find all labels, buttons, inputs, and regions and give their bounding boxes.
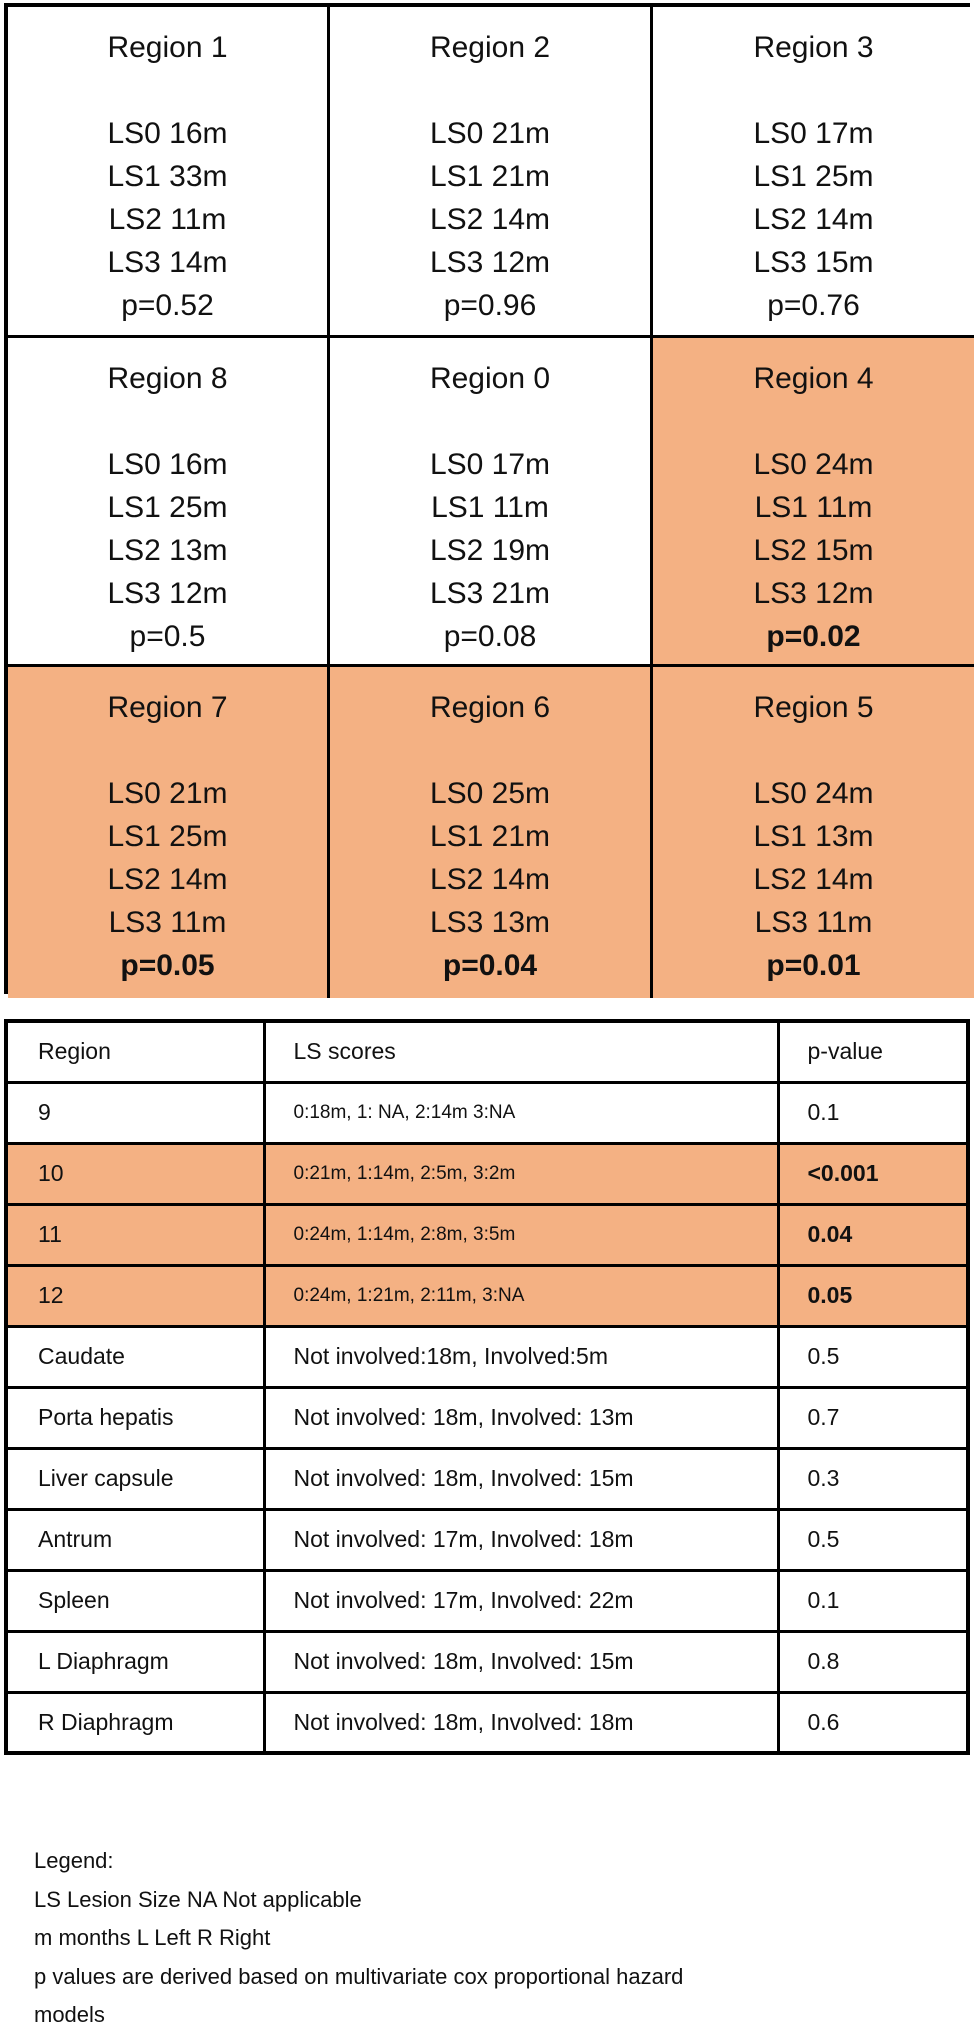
ls-value: LS1 33m [107,160,228,193]
ls-value: LS3 11m [754,906,873,939]
legend-line: m months L Left R Right [34,1925,271,1950]
table-row [6,1448,968,1509]
region-table [4,1019,970,1755]
cell-scores: Not involved: 18m, Involved: 15m [264,1631,778,1692]
table-row [6,1692,968,1753]
p-value: p=0.96 [443,289,537,322]
cell-p: 0.04 [778,1204,968,1265]
ls-value: LS1 25m [107,491,228,524]
p-value: p=0.05 [120,949,215,982]
cell-p: 0.8 [778,1631,968,1692]
region-title: Region 1 [107,31,228,64]
p-value: p=0.01 [766,949,861,982]
cell-p: 0.05 [778,1265,968,1326]
region-cell [653,7,974,338]
table-row [6,1570,968,1631]
region-cell [8,338,330,667]
region-cell [330,7,653,338]
cell-scores: 0:21m, 1:14m, 2:5m, 3:2m [264,1143,778,1204]
region-title: Region 6 [429,691,551,724]
cell-p: 0.7 [778,1387,968,1448]
legend-title: Legend: [34,1848,114,1873]
region-cell-significant [330,667,653,998]
ls-value: LS1 25m [107,820,228,853]
cell-region: 11 [6,1204,264,1265]
region-cell-significant [653,338,974,667]
cell-region: Spleen [6,1570,264,1631]
cell-scores: Not involved: 18m, Involved: 13m [264,1387,778,1448]
ls-value: LS1 11m [431,491,549,524]
region-cell [8,7,330,338]
legend-line: models [34,2002,105,2027]
header-region: Region [6,1021,264,1082]
table-row [6,1326,968,1387]
ls-value: LS1 13m [753,820,874,853]
cell-p: 0.1 [778,1570,968,1631]
cell-region: 10 [6,1143,264,1204]
ls-value: LS2 14m [753,863,874,896]
header-p-value: p-value [778,1021,968,1082]
cell-region: Porta hepatis [6,1387,264,1448]
cell-scores: Not involved: 17m, Involved: 18m [264,1509,778,1570]
cell-p: 0.1 [778,1082,968,1143]
p-value: p=0.52 [121,289,214,322]
region-title: Region 3 [753,31,874,64]
ls-value: LS2 14m [753,203,874,236]
ls-value: LS0 17m [753,117,874,150]
ls-value: LS3 14m [107,246,228,279]
ls-value: LS3 21m [429,577,551,610]
ls-value: LS3 13m [429,906,551,939]
table-header-row [6,1021,968,1082]
ls-value: LS0 21m [429,117,551,150]
ls-value: LS0 16m [107,448,228,481]
legend-line: LS Lesion Size NA Not applicable [34,1886,362,1912]
table-row-significant [6,1265,968,1326]
cell-region: R Diaphragm [6,1692,264,1753]
cell-scores: Not involved: 18m, Involved: 18m [264,1692,778,1753]
cell-region: 12 [6,1265,264,1326]
ls-value: LS1 11m [754,491,873,524]
ls-value: LS1 25m [753,160,874,193]
ls-value: LS1 21m [429,820,551,853]
ls-value: LS3 11m [108,906,227,939]
table-row [6,1509,968,1570]
table-row [6,1631,968,1692]
ls-value: LS2 14m [429,863,551,896]
cell-region: 9 [6,1082,264,1143]
region-cell-significant [653,667,974,998]
ls-value: LS0 24m [753,448,874,481]
ls-value: LS0 21m [107,777,228,810]
cell-scores: 0:24m, 1:14m, 2:8m, 3:5m [264,1204,778,1265]
region-title: Region 8 [107,362,228,395]
region-title: Region 4 [753,362,874,395]
legend-line: p values are derived based on multivariate cox proportional hazard [34,1963,684,1989]
p-value: p=0.04 [442,949,538,982]
ls-value: LS0 24m [753,777,874,810]
cell-region: Caudate [6,1326,264,1387]
ls-value: LS3 12m [753,577,874,610]
region-title: Region 0 [429,362,551,395]
cell-scores: 0:24m, 1:21m, 2:11m, 3:NA [264,1265,778,1326]
header-ls-scores: LS scores [264,1021,778,1082]
region-title: Region 2 [429,31,551,64]
ls-value: LS2 11m [108,203,227,236]
region-title: Region 5 [753,691,874,724]
region-grid [4,3,970,994]
region-cell-significant [8,667,330,998]
ls-value: LS2 19m [429,534,551,567]
cell-scores: 0:18m, 1: NA, 2:14m 3:NA [264,1082,778,1143]
p-value: p=0.76 [767,289,860,322]
ls-value: LS0 25m [429,777,551,810]
p-value: p=0.02 [766,620,861,653]
cell-region: L Diaphragm [6,1631,264,1692]
cell-region: Antrum [6,1509,264,1570]
table-row [6,1082,968,1143]
table-row-significant [6,1204,968,1265]
ls-value: LS2 14m [429,203,551,236]
cell-p: 0.5 [778,1326,968,1387]
cell-scores: Not involved:18m, Involved:5m [264,1326,778,1387]
cell-p: 0.5 [778,1509,968,1570]
ls-value: LS3 15m [753,246,874,279]
cell-p: 0.6 [778,1692,968,1753]
p-value: p=0.08 [443,620,537,653]
region-cell [330,338,653,667]
ls-value: LS3 12m [107,577,228,610]
table-row [6,1387,968,1448]
ls-value: LS2 13m [107,534,228,567]
cell-p: <0.001 [778,1143,968,1204]
region-title: Region 7 [107,691,228,724]
table-row-significant [6,1143,968,1204]
ls-value: LS1 21m [429,160,551,193]
ls-value: LS2 15m [753,534,874,567]
ls-value: LS2 14m [107,863,228,896]
cell-scores: Not involved: 17m, Involved: 22m [264,1570,778,1631]
cell-scores: Not involved: 18m, Involved: 15m [264,1448,778,1509]
cell-region: Liver capsule [6,1448,264,1509]
ls-value: LS0 16m [107,117,228,150]
legend [34,1842,964,2035]
ls-value: LS0 17m [429,448,551,481]
ls-value: LS3 12m [429,246,551,279]
cell-p: 0.3 [778,1448,968,1509]
p-value: p=0.5 [129,620,206,653]
